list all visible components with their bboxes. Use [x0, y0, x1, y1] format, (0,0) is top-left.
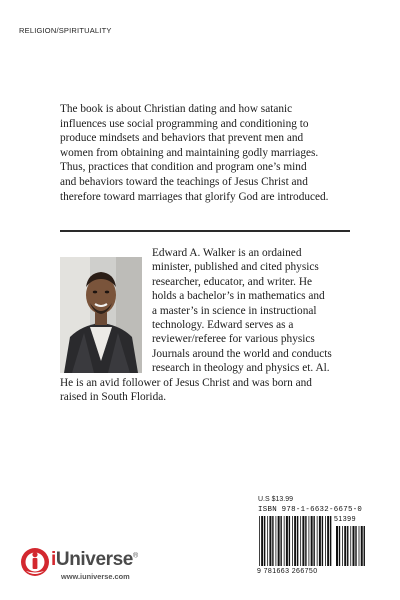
bio-line: technology. Edward serves as a	[152, 319, 294, 332]
barcode-bar	[280, 516, 281, 566]
barcode-bar	[327, 516, 329, 566]
barcode-price-code: 51399	[334, 516, 356, 523]
bio-line: research in theology and physics et. Al.	[152, 362, 330, 375]
barcode-bar	[300, 516, 301, 566]
barcode-bar	[278, 516, 280, 566]
description-line: influences use social programming and conditioning to	[60, 117, 309, 130]
bio-line: reviewer/referee for various physics	[152, 333, 315, 346]
barcode-bar	[292, 516, 293, 566]
description-line: The book is about Christian dating and how satanic	[60, 103, 293, 115]
barcode-number: 9 781663 266750	[257, 568, 318, 575]
barcode-bar	[325, 516, 326, 566]
bio-line: researcher, educator, and writer. He	[152, 275, 312, 288]
barcode-bar	[336, 526, 338, 566]
description-line: produce mindsets and behaviors that prevent men and	[60, 132, 304, 145]
bio-line: holds a bachelor’s in mathematics and	[152, 290, 325, 303]
isbn-barcode	[256, 505, 370, 575]
barcode-bar	[272, 516, 273, 566]
barcode-bar	[294, 516, 296, 566]
barcode-bar	[259, 516, 260, 566]
bio-line: minister, published and cited physics	[152, 261, 319, 274]
barcode-bar	[359, 526, 360, 566]
barcode-bar	[284, 516, 285, 566]
barcode-bar	[339, 526, 340, 566]
description-line: therefore toward marriages that glorify God are introduced.	[60, 190, 329, 203]
barcode-bar	[361, 526, 363, 566]
barcode-bar	[317, 516, 318, 566]
registered-mark: ®	[132, 552, 138, 560]
bio-line: a master’s in science in instructional	[152, 304, 317, 317]
barcode-bar	[289, 516, 290, 566]
barcode-bar	[347, 526, 348, 566]
barcode-bar	[330, 516, 331, 566]
barcode-bar	[322, 516, 323, 566]
publisher-name	[51, 549, 138, 571]
barcode-bar	[276, 516, 277, 566]
bio-line: Journals around the world and conducts	[152, 347, 332, 360]
price-label: U.S $13.99	[258, 496, 294, 503]
publisher-name-i: i	[51, 549, 56, 570]
barcode-bar	[302, 516, 304, 566]
bio-line: Edward A. Walker is an ordained	[152, 247, 302, 259]
barcode-bar	[355, 526, 356, 566]
barcode-bar	[311, 516, 313, 566]
barcode-bar	[350, 526, 351, 566]
iuniverse-logo-icon	[20, 547, 50, 577]
barcode-bar	[319, 516, 321, 566]
book-description	[60, 102, 352, 204]
bio-line: He is an avid follower of Jesus Christ and was born and	[60, 376, 312, 389]
description-line: women from obtaining and maintaining godly marriages.	[60, 146, 319, 159]
barcode-bar	[344, 526, 346, 566]
author-photo	[60, 257, 142, 373]
barcode-bar	[309, 516, 310, 566]
section-divider	[60, 230, 350, 232]
barcode-bars	[256, 516, 370, 568]
barcode-bar	[261, 516, 263, 566]
isbn-number: ISBN 978-1-6632-6675-0	[258, 506, 363, 514]
barcode-bar	[264, 516, 265, 566]
barcode-bar	[297, 516, 298, 566]
category-label: RELIGION/SPIRITUALITY	[19, 26, 112, 35]
publisher-name-rest: Universe	[55, 549, 133, 570]
barcode-bar	[305, 516, 306, 566]
barcode-bar	[267, 516, 268, 566]
description-line: Thus, practices that condition and program one’s mind	[60, 161, 307, 174]
author-bio	[60, 246, 352, 404]
barcode-bar	[342, 526, 343, 566]
description-line: and behaviors toward the teachings of Jesus Christ and	[60, 175, 308, 188]
barcode-bar	[364, 526, 365, 566]
barcode-bar	[269, 516, 271, 566]
barcode-bar	[286, 516, 288, 566]
publisher-logo	[20, 545, 180, 585]
barcode-bar	[313, 516, 314, 566]
barcode-bar	[353, 526, 355, 566]
bio-line: raised in South Florida.	[60, 391, 167, 404]
publisher-url: www.iuniverse.com	[61, 572, 130, 581]
